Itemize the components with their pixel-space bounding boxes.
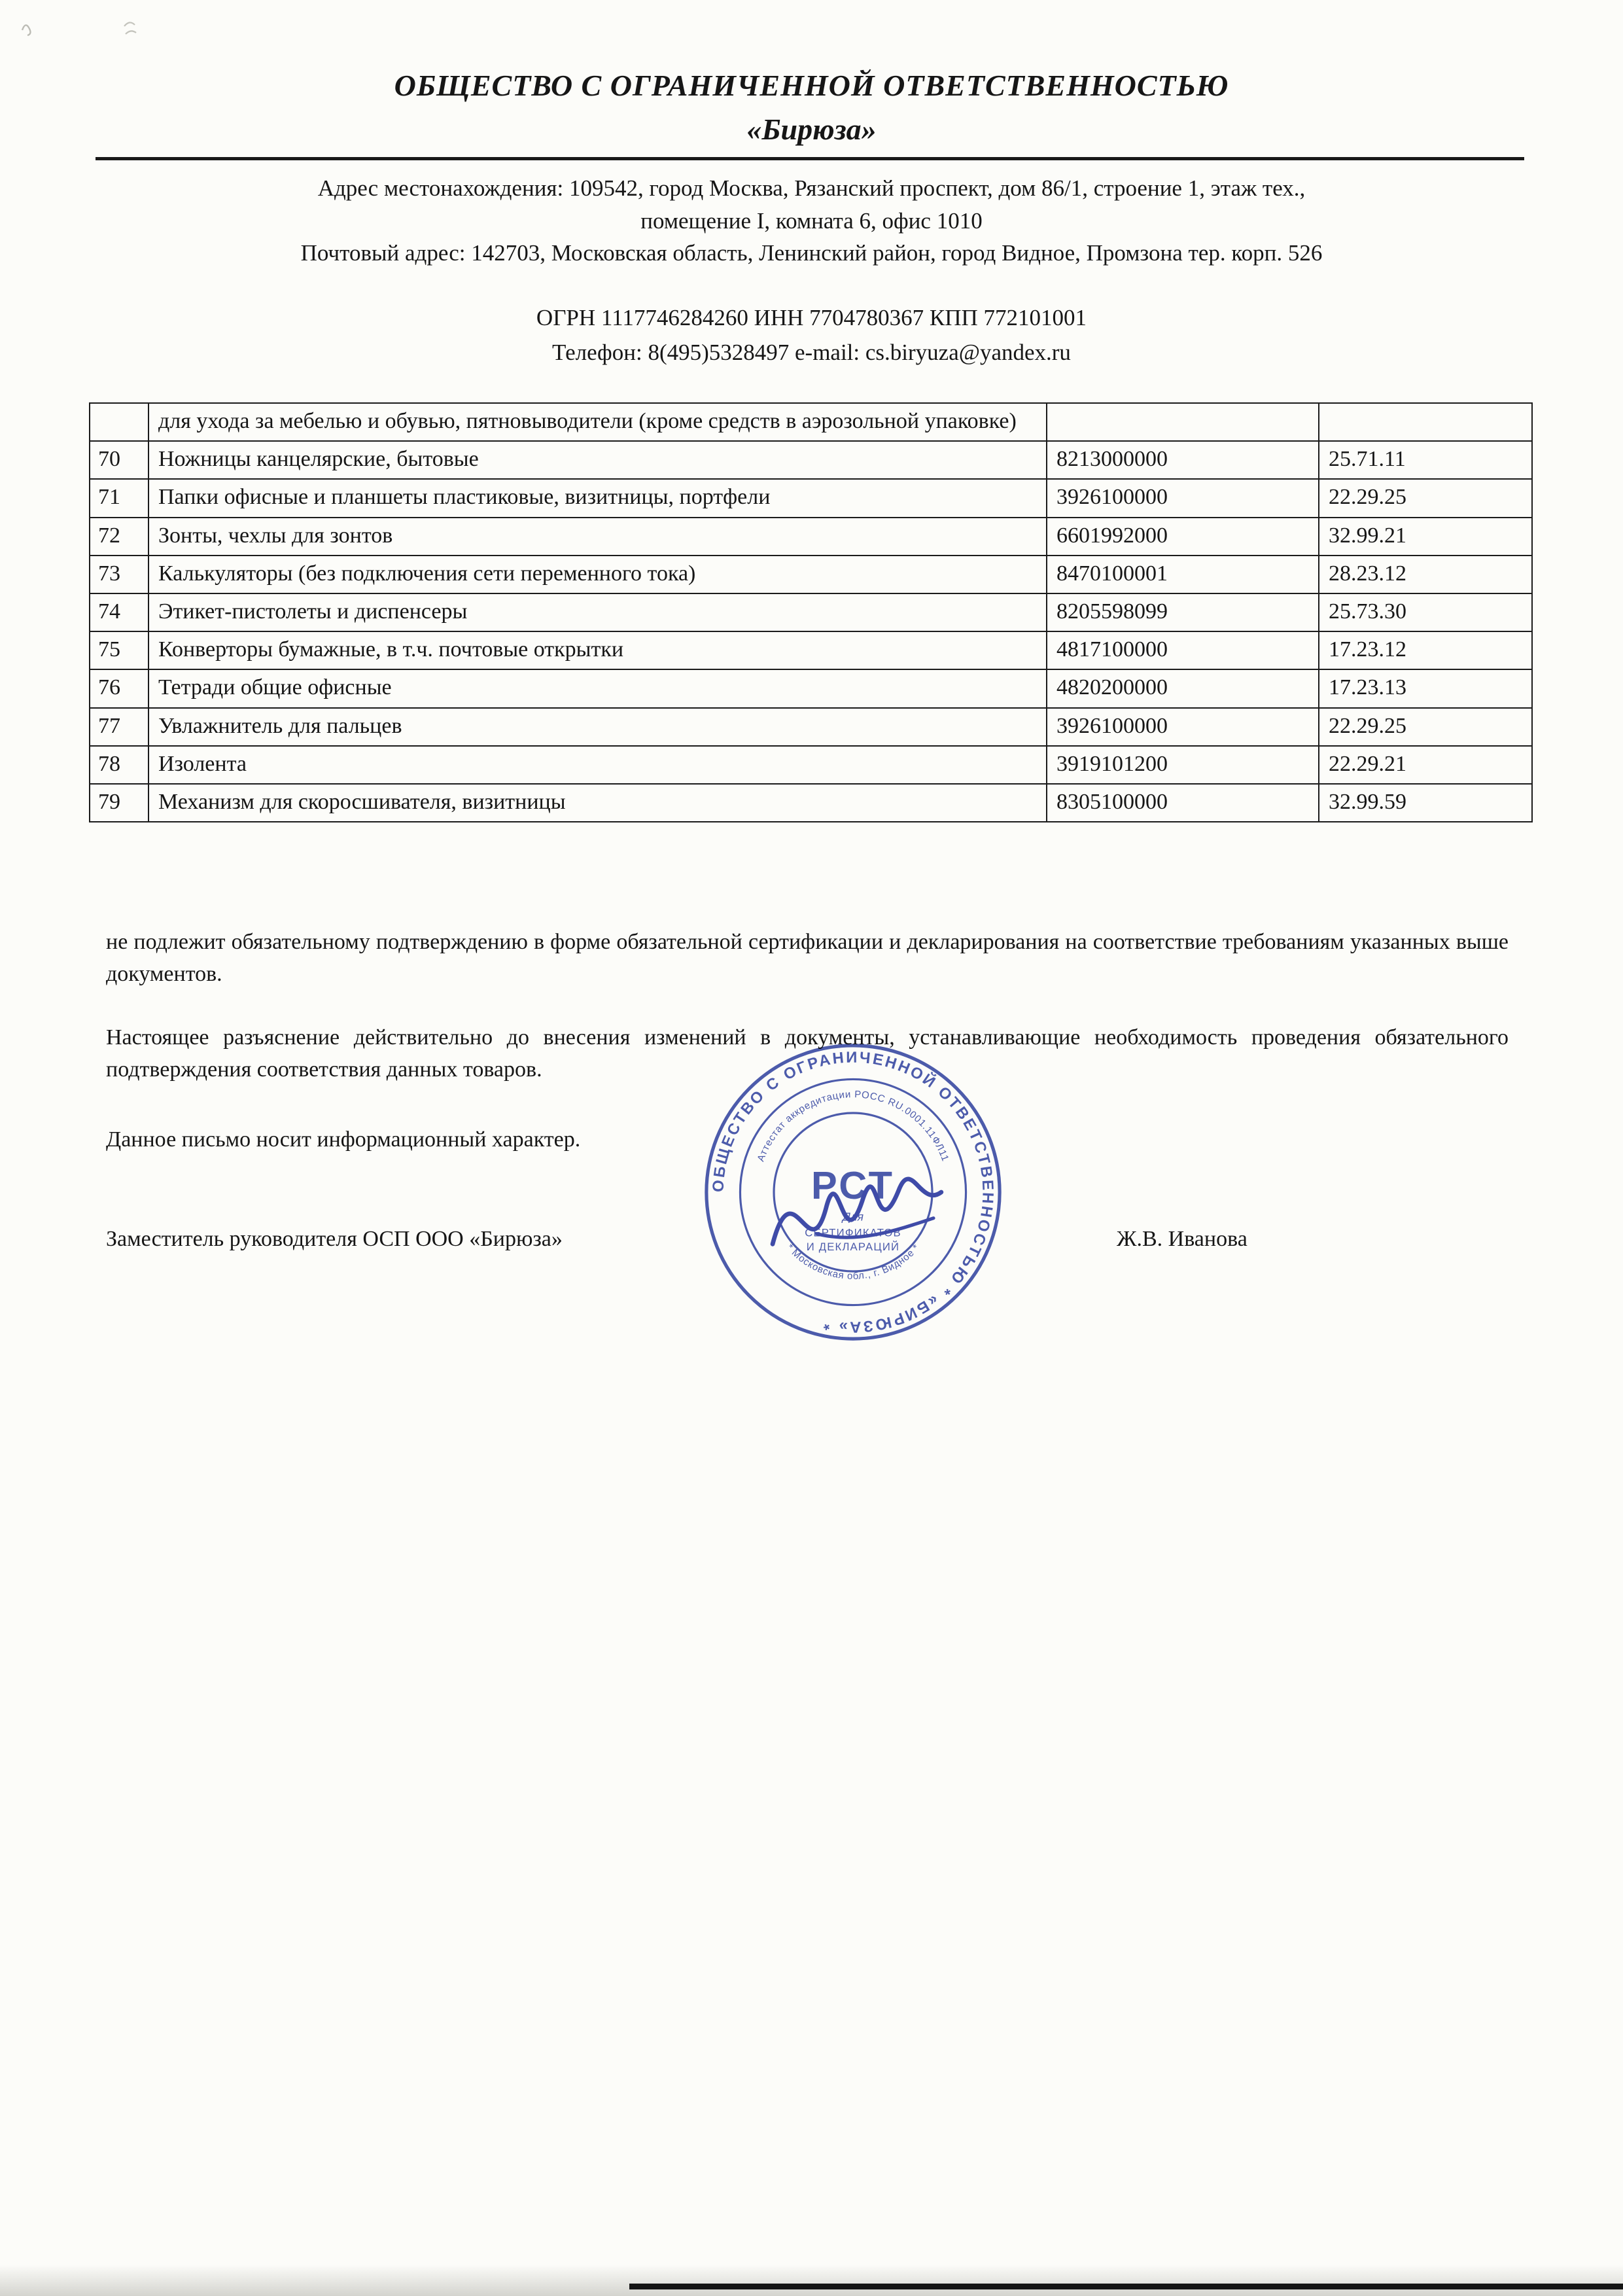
table-row	[90, 441, 1532, 479]
cell-name: для ухода за мебелью и обувью, пятновыводители (кроме средств в аэрозольной упаковке)	[148, 403, 1047, 441]
cell-code: 6601992000	[1047, 518, 1319, 556]
goods-table	[89, 402, 1533, 822]
company-stamp	[697, 1036, 1009, 1348]
company-name: «Бирюза»	[746, 113, 877, 146]
cell-name: Ножницы канцелярские, бытовые	[148, 441, 1047, 479]
contact-block	[0, 301, 1623, 370]
cell-code: 4817100000	[1047, 631, 1319, 669]
cell-code: 8205598099	[1047, 593, 1319, 631]
letterhead	[0, 0, 1623, 370]
table-row	[90, 593, 1532, 631]
cell-okpd: 22.29.21	[1319, 746, 1532, 784]
header-divider	[96, 157, 1524, 160]
paragraph-informational: Данное письмо носит информационный характер.	[106, 1127, 581, 1152]
cell-name: Конверторы бумажные, в т.ч. почтовые открытки	[148, 631, 1047, 669]
cell-code	[1047, 403, 1319, 441]
table-row	[90, 631, 1532, 669]
table-row	[90, 708, 1532, 746]
cell-number: 71	[90, 479, 148, 517]
registration-line: ОГРН 1117746284260 ИНН 7704780367 КПП 772101001	[536, 305, 1087, 331]
stamp-rst-logo: РСТ	[811, 1163, 895, 1207]
stamp-accreditation-text: Аттестат аккредитации РОСС RU.0001.11ФЛ11	[755, 1089, 951, 1163]
cell-okpd: 32.99.59	[1319, 784, 1532, 822]
cell-name: Изолента	[148, 746, 1047, 784]
cell-okpd: 17.23.13	[1319, 669, 1532, 707]
cell-number: 70	[90, 441, 148, 479]
cell-name: Увлажнитель для пальцев	[148, 708, 1047, 746]
cell-name: Калькуляторы (без подключения сети переменного тока)	[148, 556, 1047, 593]
postal-address-line: Почтовый адрес: 142703, Московская область, Ленинский район, город Видное, Промзона тер. корп. 526	[300, 240, 1323, 266]
paragraph-no-certification: не подлежит обязательному подтверждению в форме обязательной сертификации и декларирования на соответствие требованиям указанных выше документов.	[106, 930, 1509, 987]
signatory-name: Ж.В. Иванова	[1117, 1226, 1248, 1251]
cell-name: Этикет-пистолеты и диспенсеры	[148, 593, 1047, 631]
contact-line: Телефон: 8(495)5328497 e-mail: cs.biryuza@yandex.ru	[552, 339, 1071, 365]
table-row	[90, 403, 1532, 441]
cell-number: 73	[90, 556, 148, 593]
scan-shadow-artifact	[0, 2265, 1623, 2296]
table-row	[90, 669, 1532, 707]
cell-name: Папки офисные и планшеты пластиковые, визитницы, портфели	[148, 479, 1047, 517]
address-line-1: Адрес местонахождения: 109542, город Москва, Рязанский проспект, дом 86/1, строение 1, этаж тех.,	[317, 175, 1306, 201]
cell-code: 8470100001	[1047, 556, 1319, 593]
cell-number: 78	[90, 746, 148, 784]
cell-number: 75	[90, 631, 148, 669]
cell-okpd: 22.29.25	[1319, 479, 1532, 517]
address-line-2: помещение I, комната 6, офис 1010	[640, 207, 983, 234]
stamp-outer-text: ОБЩЕСТВО С ОГРАНИЧЕННОЙ ОТВЕТСТВЕННОСТЬЮ * «БИРЮЗА» *	[709, 1048, 997, 1336]
signatory-position: Заместитель руководителя ОСП ООО «Бирюза»	[106, 1226, 563, 1251]
cell-code: 4820200000	[1047, 669, 1319, 707]
cell-code: 8213000000	[1047, 441, 1319, 479]
stamp-center-line2: СЕРТИФИКАТОВ	[805, 1226, 901, 1239]
table-row	[90, 479, 1532, 517]
cell-code: 3926100000	[1047, 479, 1319, 517]
scan-edge-artifact	[629, 2284, 1623, 2289]
stamp-center-line3: И ДЕКЛАРАЦИЙ	[806, 1241, 900, 1254]
cell-okpd	[1319, 403, 1532, 441]
cell-number: 79	[90, 784, 148, 822]
company-title: ОБЩЕСТВО С ОГРАНИЧЕННОЙ ОТВЕТСТВЕННОСТЬЮ	[394, 69, 1229, 102]
cell-code: 8305100000	[1047, 784, 1319, 822]
address-block	[0, 172, 1623, 270]
table-row	[90, 556, 1532, 593]
cell-okpd: 22.29.25	[1319, 708, 1532, 746]
cell-okpd: 17.23.12	[1319, 631, 1532, 669]
cell-number: 77	[90, 708, 148, 746]
cell-okpd: 32.99.21	[1319, 518, 1532, 556]
paragraph-validity: Настоящее разъяснение действительно до внесения изменений в документы, устанавливающие необходимость проведения обязательного подтверждения соответствия данных товаров.	[106, 1025, 1509, 1082]
cell-number: 74	[90, 593, 148, 631]
pencil-mark	[13, 8, 183, 60]
cell-code: 3919101200	[1047, 746, 1319, 784]
cell-code: 3926100000	[1047, 708, 1319, 746]
cell-okpd: 25.71.11	[1319, 441, 1532, 479]
cell-name: Зонты, чехлы для зонтов	[148, 518, 1047, 556]
cell-okpd: 28.23.12	[1319, 556, 1532, 593]
stamp-center-line1: Для	[842, 1210, 864, 1224]
cell-okpd: 25.73.30	[1319, 593, 1532, 631]
cell-name: Тетради общие офисные	[148, 669, 1047, 707]
cell-number	[90, 403, 148, 441]
cell-number: 72	[90, 518, 148, 556]
cell-name: Механизм для скоросшивателя, визитницы	[148, 784, 1047, 822]
stamp-location-text: * Московская обл., г. Видное *	[784, 1242, 922, 1282]
table-row	[90, 746, 1532, 784]
cell-number: 76	[90, 669, 148, 707]
table-row	[90, 784, 1532, 822]
table-row	[90, 518, 1532, 556]
